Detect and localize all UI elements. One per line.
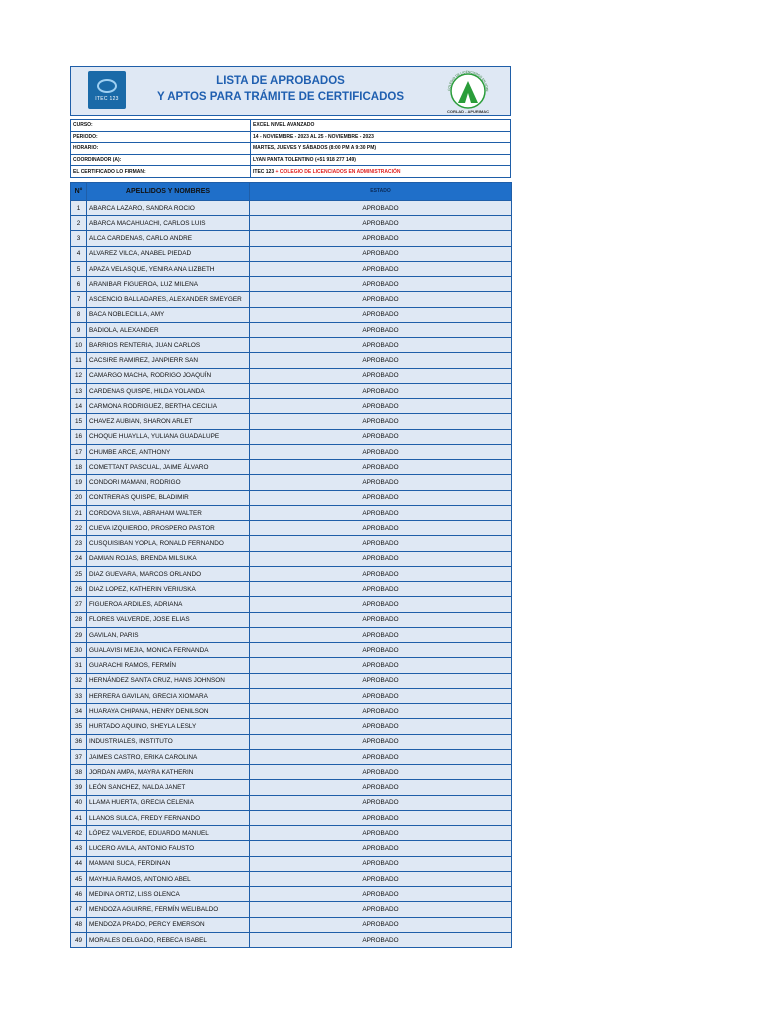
row-name: MENDOZA AGUIRRE, FERMÍN WELIBALDO [87, 902, 250, 917]
row-number: 24 [71, 551, 87, 566]
row-status: APROBADO [250, 627, 512, 642]
table-row [71, 887, 512, 902]
table-row [71, 277, 512, 292]
row-status: APROBADO [250, 399, 512, 414]
row-name: CUSQUISIBAN YOPLA, RONALD FERNANDO [87, 536, 250, 551]
row-name: ALCA CARDENAS, CARLO ANDRE [87, 231, 250, 246]
row-name: DIAZ GUEVARA, MARCOS ORLANDO [87, 566, 250, 581]
row-status: APROBADO [250, 826, 512, 841]
row-status: APROBADO [250, 521, 512, 536]
row-number: 27 [71, 597, 87, 612]
row-status: APROBADO [250, 536, 512, 551]
row-number: 37 [71, 749, 87, 764]
row-name: COMETTANT PASCUAL, JAIME ÁLVARO [87, 460, 250, 475]
row-status: APROBADO [250, 612, 512, 627]
horario-label: HORARIO: [71, 143, 251, 155]
info-row-periodo [71, 131, 511, 143]
row-status: APROBADO [250, 338, 512, 353]
row-number: 1 [71, 200, 87, 215]
row-status: APROBADO [250, 856, 512, 871]
row-status: APROBADO [250, 704, 512, 719]
row-name: BACA NOBLECILLA, AMY [87, 307, 250, 322]
row-number: 12 [71, 368, 87, 383]
row-name: GUALAVISI MEJIA, MONICA FERNANDA [87, 643, 250, 658]
row-status: APROBADO [250, 460, 512, 475]
list-body [71, 200, 512, 947]
col-header-status: ESTADO [250, 182, 512, 200]
row-number: 22 [71, 521, 87, 536]
row-status: APROBADO [250, 658, 512, 673]
info-row-curso [71, 120, 511, 132]
row-number: 15 [71, 414, 87, 429]
periodo-value: 14 - NOVIEMBRE - 2023 AL 25 - NOVIEMBRE - 2023 [251, 131, 511, 143]
seal-arc-text: COLEGIO DE LICENCIADOS EN ADMI [446, 69, 490, 92]
seal-caption: CORLAD - APURIMAC [446, 109, 490, 114]
itec-logo-mark-icon [97, 79, 117, 93]
row-status: APROBADO [250, 887, 512, 902]
table-row [71, 368, 512, 383]
row-number: 2 [71, 216, 87, 231]
row-status: APROBADO [250, 414, 512, 429]
row-number: 14 [71, 399, 87, 414]
table-row [71, 200, 512, 215]
row-name: APAZA VELASQUE, YENIRA ANA LIZBETH [87, 261, 250, 276]
table-row [71, 536, 512, 551]
table-row [71, 932, 512, 947]
row-number: 42 [71, 826, 87, 841]
row-number: 23 [71, 536, 87, 551]
row-number: 40 [71, 795, 87, 810]
row-number: 11 [71, 353, 87, 368]
row-status: APROBADO [250, 582, 512, 597]
row-name: GUARACHI RAMOS, FERMÍN [87, 658, 250, 673]
row-name: MAMANI SUCA, FERDINAN [87, 856, 250, 871]
row-status: APROBADO [250, 368, 512, 383]
row-number: 41 [71, 810, 87, 825]
table-row [71, 307, 512, 322]
row-name: ABARCA LAZARO, SANDRA ROCIO [87, 200, 250, 215]
row-name: DIAZ LOPEZ, KATHERIN VERIUSKA [87, 582, 250, 597]
row-status: APROBADO [250, 277, 512, 292]
firman-value-itec: ITEC 123 [253, 168, 275, 175]
table-row [71, 780, 512, 795]
row-status: APROBADO [250, 261, 512, 276]
row-status: APROBADO [250, 216, 512, 231]
table-row [71, 429, 512, 444]
row-name: JAIMES CASTRO, ERIKA CAROLINA [87, 749, 250, 764]
title-line-1: LISTA DE APROBADOS [216, 75, 345, 87]
table-row [71, 917, 512, 932]
row-number: 9 [71, 322, 87, 337]
row-number: 45 [71, 871, 87, 886]
row-name: LUCERO AVILA, ANTONIO FAUSTO [87, 841, 250, 856]
table-row [71, 627, 512, 642]
row-number: 46 [71, 887, 87, 902]
row-status: APROBADO [250, 643, 512, 658]
table-row [71, 566, 512, 581]
row-name: CARMONA RODRIGUEZ, BERTHA CECILIA [87, 399, 250, 414]
table-row [71, 749, 512, 764]
row-name: ABARCA MACAHUACHI, CARLOS LUIS [87, 216, 250, 231]
row-status: APROBADO [250, 292, 512, 307]
table-row [71, 353, 512, 368]
info-row-coordinador [71, 154, 511, 166]
approved-list-table [70, 182, 512, 948]
row-status: APROBADO [250, 841, 512, 856]
row-name: INDUSTRIALES, INSTITUTO [87, 734, 250, 749]
row-name: LEÓN SANCHEZ, NALDA JANET [87, 780, 250, 795]
horario-value: MARTES, JUEVES Y SÁBADOS (8:00 PM A 9:30 PM) [251, 143, 511, 155]
row-number: 17 [71, 444, 87, 459]
table-row [71, 841, 512, 856]
row-name: CARDENAS QUISPE, HILDA YOLANDA [87, 383, 250, 398]
firman-value [251, 166, 511, 178]
row-name: MENDOZA PRADO, PERCY EMERSON [87, 917, 250, 932]
page-title [131, 73, 430, 105]
row-status: APROBADO [250, 597, 512, 612]
row-status: APROBADO [250, 444, 512, 459]
row-number: 6 [71, 277, 87, 292]
table-row [71, 765, 512, 780]
row-name: HERNÁNDEZ SANTA CRUZ, HANS JOHNSON [87, 673, 250, 688]
table-row [71, 399, 512, 414]
row-number: 39 [71, 780, 87, 795]
row-status: APROBADO [250, 673, 512, 688]
table-row [71, 475, 512, 490]
row-status: APROBADO [250, 688, 512, 703]
row-number: 34 [71, 704, 87, 719]
row-name: ALVAREZ VILCA, ANABEL PIEDAD [87, 246, 250, 261]
curso-value: EXCEL NIVEL AVANZADO [251, 120, 511, 132]
row-status: APROBADO [250, 917, 512, 932]
row-number: 25 [71, 566, 87, 581]
row-number: 13 [71, 383, 87, 398]
table-row [71, 612, 512, 627]
table-row [71, 444, 512, 459]
info-row-firman [71, 166, 511, 178]
table-row [71, 643, 512, 658]
table-row [71, 505, 512, 520]
row-number: 3 [71, 231, 87, 246]
row-number: 16 [71, 429, 87, 444]
table-row [71, 322, 512, 337]
table-row [71, 688, 512, 703]
table-row [71, 414, 512, 429]
row-number: 47 [71, 902, 87, 917]
row-name: CUEVA IZQUIERDO, PROSPERO PASTOR [87, 521, 250, 536]
col-header-name: APELLIDOS Y NOMBRES [87, 182, 250, 200]
table-row [71, 826, 512, 841]
row-name: DAMIAN ROJAS, BRENDA MILSUKA [87, 551, 250, 566]
row-number: 49 [71, 932, 87, 947]
table-row [71, 871, 512, 886]
table-row [71, 704, 512, 719]
row-name: BARRIOS RENTERIA, JUAN CARLOS [87, 338, 250, 353]
row-number: 28 [71, 612, 87, 627]
table-row [71, 383, 512, 398]
itec-logo-text: ITEC 123 [95, 95, 119, 102]
row-number: 5 [71, 261, 87, 276]
row-status: APROBADO [250, 490, 512, 505]
row-number: 33 [71, 688, 87, 703]
row-number: 8 [71, 307, 87, 322]
info-row-horario [71, 143, 511, 155]
table-row [71, 338, 512, 353]
coordinador-value: LYAN PANTA TOLENTINO (+51 918 277 149) [251, 154, 511, 166]
table-row [71, 658, 512, 673]
row-name: LLANOS SULCA, FREDY FERNANDO [87, 810, 250, 825]
row-name: CACSIRE RAMIREZ, JANPIERR SAN [87, 353, 250, 368]
row-status: APROBADO [250, 749, 512, 764]
row-number: 32 [71, 673, 87, 688]
table-row [71, 582, 512, 597]
row-name: ARANIBAR FIGUEROA, LUZ MILENA [87, 277, 250, 292]
row-name: HUARAYA CHIPANA, HENRY DENILSON [87, 704, 250, 719]
row-number: 35 [71, 719, 87, 734]
list-header-row [71, 182, 512, 200]
row-number: 26 [71, 582, 87, 597]
row-name: FLORES VALVERDE, JOSE ELIAS [87, 612, 250, 627]
coordinador-label: COORDINADOR (A): [71, 154, 251, 166]
row-number: 30 [71, 643, 87, 658]
row-name: GAVILAN, PARIS [87, 627, 250, 642]
row-number: 38 [71, 765, 87, 780]
table-row [71, 810, 512, 825]
table-row [71, 216, 512, 231]
row-name: JORDAN AMPA, MAYRA KATHERIN [87, 765, 250, 780]
row-number: 19 [71, 475, 87, 490]
row-number: 29 [71, 627, 87, 642]
row-name: HURTADO AQUINO, SHEYLA LESLY [87, 719, 250, 734]
row-status: APROBADO [250, 871, 512, 886]
table-row [71, 795, 512, 810]
row-status: APROBADO [250, 353, 512, 368]
row-status: APROBADO [250, 810, 512, 825]
row-number: 31 [71, 658, 87, 673]
row-number: 18 [71, 460, 87, 475]
firman-value-colegio: + COLEGIO DE LICENCIADOS EN ADMINISTRACIÓN [274, 168, 401, 175]
row-name: CAMARGO MACHA, RODRIGO JOAQUÍN [87, 368, 250, 383]
row-status: APROBADO [250, 765, 512, 780]
row-number: 48 [71, 917, 87, 932]
row-status: APROBADO [250, 719, 512, 734]
row-status: APROBADO [250, 566, 512, 581]
row-number: 7 [71, 292, 87, 307]
table-row [71, 734, 512, 749]
corlad-seal-logo [440, 69, 496, 115]
row-name: CHAVEZ AUBIAN, SHARON ARLET [87, 414, 250, 429]
row-status: APROBADO [250, 231, 512, 246]
row-name: CHOQUE HUAYLLA, YULIANA GUADALUPE [87, 429, 250, 444]
row-name: CORDOVA SILVA, ABRAHAM WALTER [87, 505, 250, 520]
row-number: 10 [71, 338, 87, 353]
row-status: APROBADO [250, 551, 512, 566]
table-row [71, 490, 512, 505]
row-status: APROBADO [250, 932, 512, 947]
row-status: APROBADO [250, 475, 512, 490]
table-row [71, 856, 512, 871]
table-row [71, 521, 512, 536]
row-name: FIGUEROA ARDILES, ADRIANA [87, 597, 250, 612]
col-header-number: N° [71, 182, 87, 200]
row-status: APROBADO [250, 780, 512, 795]
table-row [71, 231, 512, 246]
course-info-table [70, 119, 511, 178]
row-status: APROBADO [250, 322, 512, 337]
table-row [71, 261, 512, 276]
row-name: HERRERA GAVILAN, GRECIA XIOMARA [87, 688, 250, 703]
periodo-label: PERIODO: [71, 131, 251, 143]
table-row [71, 246, 512, 261]
row-number: 43 [71, 841, 87, 856]
row-status: APROBADO [250, 505, 512, 520]
row-name: MEDINA ORTIZ, LISS OLENCA [87, 887, 250, 902]
row-name: CONDORI MAMANI, RODRIGO [87, 475, 250, 490]
certificate-sheet [70, 66, 511, 948]
row-name: MAYHUA RAMOS, ANTONIO ABEL [87, 871, 250, 886]
table-row [71, 551, 512, 566]
row-status: APROBADO [250, 246, 512, 261]
row-name: CHUMBE ARCE, ANTHONY [87, 444, 250, 459]
row-name: ASCENCIO BALLADARES, ALEXANDER SMEYGER [87, 292, 250, 307]
table-row [71, 292, 512, 307]
row-number: 20 [71, 490, 87, 505]
row-name: BADIOLA, ALEXANDER [87, 322, 250, 337]
row-name: CONTRERAS QUISPE, BLADIMIR [87, 490, 250, 505]
curso-label: CURSO: [71, 120, 251, 132]
row-number: 36 [71, 734, 87, 749]
row-status: APROBADO [250, 307, 512, 322]
row-name: LLAMA HUERTA, GRECIA CELENIA [87, 795, 250, 810]
row-number: 21 [71, 505, 87, 520]
itec-logo [88, 71, 126, 109]
table-row [71, 673, 512, 688]
table-row [71, 719, 512, 734]
title-line-2: Y APTOS PARA TRÁMITE DE CERTIFICADOS [156, 91, 405, 103]
row-name: MORALES DELGADO, REBECA ISABEL [87, 932, 250, 947]
table-row [71, 597, 512, 612]
row-number: 44 [71, 856, 87, 871]
firman-label: EL CERTIFICADO LO FIRMAN: [71, 166, 251, 178]
sheet-header [70, 66, 511, 116]
row-status: APROBADO [250, 429, 512, 444]
row-status: APROBADO [250, 383, 512, 398]
table-row [71, 902, 512, 917]
row-status: APROBADO [250, 902, 512, 917]
row-status: APROBADO [250, 200, 512, 215]
row-name: LÓPEZ VALVERDE, EDUARDO MANUEL [87, 826, 250, 841]
table-row [71, 460, 512, 475]
row-status: APROBADO [250, 734, 512, 749]
row-status: APROBADO [250, 795, 512, 810]
row-number: 4 [71, 246, 87, 261]
